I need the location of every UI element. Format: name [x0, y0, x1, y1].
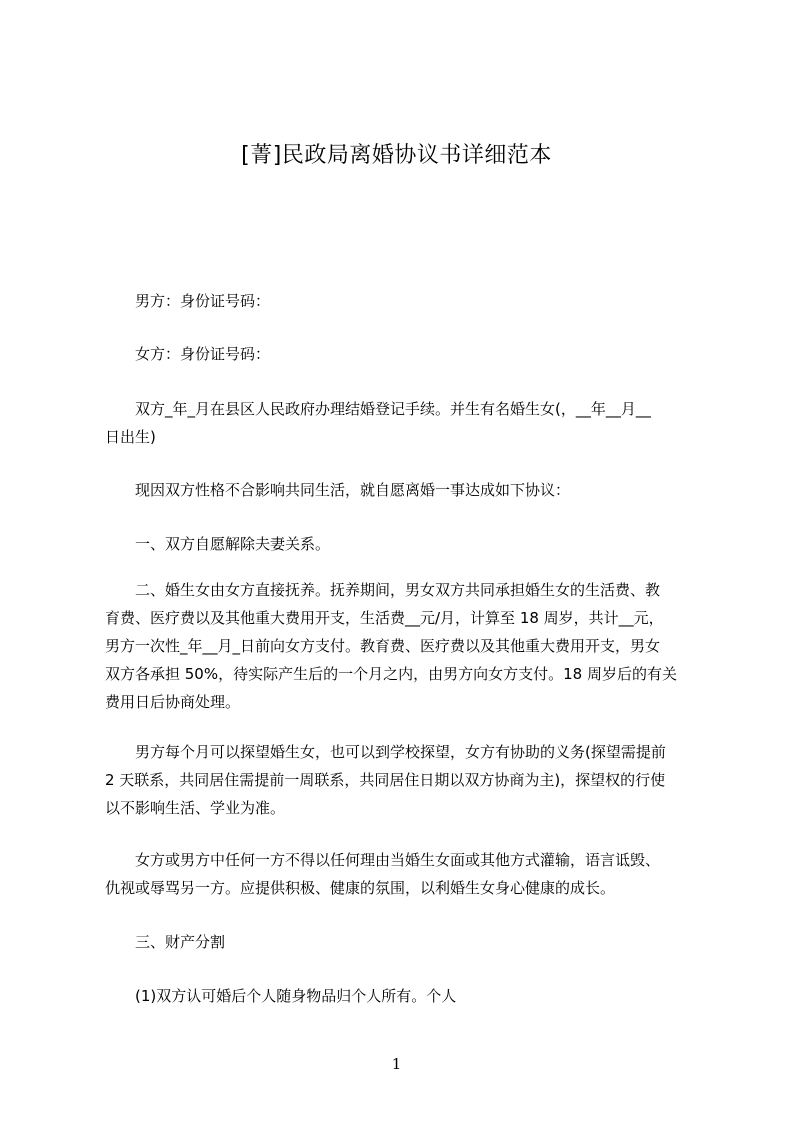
paragraph-divorce-reason — [105, 476, 705, 504]
paragraph-line: 日出生) — [105, 428, 156, 446]
paragraph-line: 费用日后协商处理。 — [105, 693, 241, 711]
paragraph-line: (1)双方认可婚后个人随身物品归个人所有。个人 — [105, 987, 457, 1005]
paragraph-line: 双方_年_月在县区人民政府办理结婚登记手续。并生有名婚生女(，__年__月__ — [105, 400, 651, 418]
paragraph-line: 一、双方自愿解除夫妻关系。 — [105, 535, 331, 553]
paragraph-marriage-registration — [105, 395, 705, 451]
section-three-heading — [105, 928, 705, 956]
section-one-heading — [105, 530, 705, 558]
page-number: 1 — [391, 1055, 402, 1073]
paragraph-line: 现因双方性格不合影响共同生活，就自愿离婚一事达成如下协议： — [105, 481, 571, 499]
paragraph-line: 女方或男方中任何一方不得以任何理由当婚生女面或其他方式灌输，语言诋毁、 — [105, 851, 661, 869]
paragraph-female-id — [105, 340, 705, 368]
section-two-custody — [105, 576, 705, 716]
paragraph-line: 男方一次性_年__月_日前向女方支付。教育费、医疗费以及其他重大费用开支，男女 — [105, 637, 661, 655]
paragraph-line: 男方：身份证号码： — [105, 292, 271, 310]
paragraph-line: 二、婚生女由女方直接抚养。抚养期间，男女双方共同承担婚生女的生活费、教 — [105, 581, 661, 599]
paragraph-line: 双方各承担 50%，待实际产生后的一个月之内，由男方向女方支付。18 周岁后的有关 — [105, 665, 677, 683]
paragraph-line: 以不影响生活、学业为准。 — [105, 799, 286, 817]
paragraph-no-defamation — [105, 846, 705, 902]
document-title: [菁]民政局离婚协议书详细范本 — [241, 143, 552, 168]
paragraph-visitation — [105, 738, 705, 822]
paragraph-line: 女方：身份证号码： — [105, 345, 271, 363]
paragraph-personal-items — [105, 982, 705, 1010]
paragraph-line: 育费、医疗费以及其他重大费用开支，生活费__元/月，计算至 18 周岁，共计__元， — [105, 609, 664, 627]
paragraph-line: 男方每个月可以探望婚生女，也可以到学校探望，女方有协助的义务(探望需提前 — [105, 743, 666, 761]
paragraph-line: 三、财产分割 — [105, 933, 226, 951]
paragraph-male-id — [105, 287, 705, 315]
paragraph-line: 2 天联系，共同居住需提前一周联系，共同居住日期以双方协商为主)，探望权的行使 — [105, 771, 666, 789]
paragraph-line: 仇视或辱骂另一方。应提供积极、健康的氛围，以利婚生女身心健康的成长。 — [105, 879, 616, 897]
